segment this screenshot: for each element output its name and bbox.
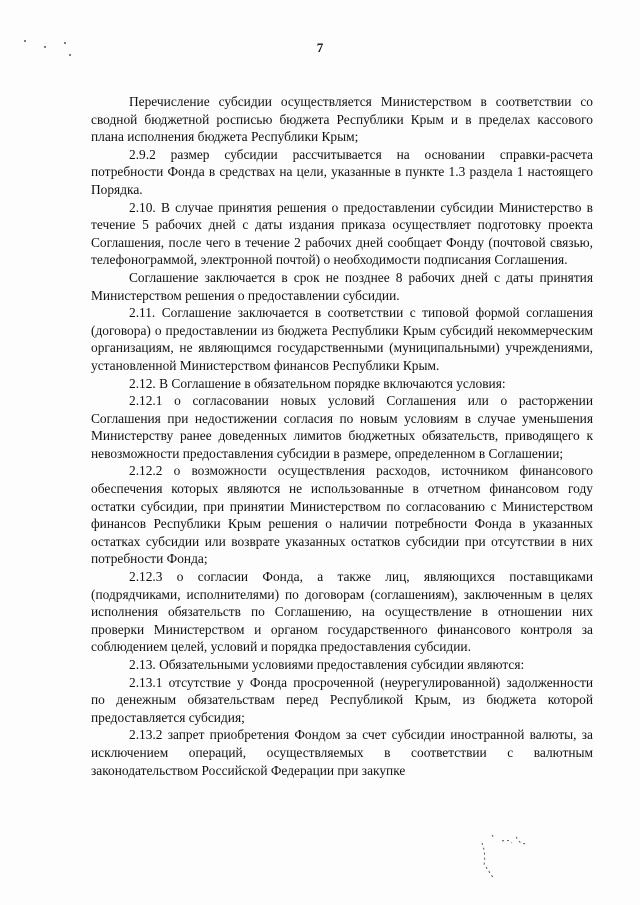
document-body: [91, 93, 593, 779]
paragraph: Соглашение заключается в срок не позднее 8 рабочих дней с даты принятия Министерством решения о предоставлении субсидии.: [91, 269, 593, 303]
paragraph: 2.12. В Соглашение в обязательном порядке включаются условия:: [129, 375, 506, 391]
paragraph: 2.9.2 размер субсидии рассчитывается на основании справки-расчета потребности Фонда в средствах на цели, указанные в пункте 1.3 раздела 1 настоящего Порядка.: [91, 146, 593, 197]
paragraph: 2.12.2 о возможности осуществления расходов, источником финансового обеспечения которых являются не использованные в отчетном финансовом году остатки субсидии, при принятии Министерством по согласованию с Министерством финансов Республики Крым решения о наличии потребности Фонда в указанных остатках субсидии или возврате указанных остатков субсидии при отсутствии в них потребности Фонда;: [91, 463, 593, 567]
paragraph: 2.10. В случае принятия решения о предоставлении субсидии Министерство в течение 5 рабочих дней с даты издания приказа осуществляет подготовку проекта Соглашения, после чего в течение 2 рабочих дней сообщает Фонду (почтовой связью, телефонограммой, электронной почтой) о необходимости подписания Соглашения.: [91, 199, 593, 268]
paragraph: Перечисление субсидии осуществляется Министерством в соответствии со сводной бюджетной росписью бюджета Республики Крым и в пределах кассового плана исполнения бюджета Республики Крым;: [91, 94, 593, 145]
paragraph: 2.13. Обязательными условиями предоставления субсидии являются:: [129, 657, 525, 672]
paragraph: 2.13.2 запрет приобретения Фондом за счет субсидии иностранной валюты, за исключением операций, осуществляемых в соответствии с валютным законодательством Российской Федерации при закупке: [91, 727, 593, 778]
paragraph: 2.11. Соглашение заключается в соответствии с типовой формой соглашения (договора) о предоставлении из бюджета Республики Крым субсидий некоммерческим организациям, не являющимся государственными (муниципальными) учреждениями, установленной Министерством финансов Республики Крым.: [91, 305, 593, 373]
paragraph: 2.12.1 о согласовании новых условий Соглашения или о расторжении Соглашения при недостижении согласия по новым условиям в случае уменьшения Министерству ранее доведенных лимитов бюджетных обязательств, приводящего к невозможности предоставления субсидии в размере, определенном в Соглашении;: [91, 393, 593, 461]
handwritten-mark: [472, 823, 552, 883]
page-number: 7: [316, 40, 324, 55]
paragraph: 2.13.1 отсутствие у Фонда просроченной (неурегулированной) задолженности по денежным обязательствам перед Республикой Крым, из бюджета которой предоставляется субсидия;: [91, 674, 593, 725]
paragraph: 2.12.3 о согласии Фонда, а также лиц, являющихся поставщиками (подрядчиками, исполнителями) по договорам (соглашениям), заключенным в целях исполнения обязательств по Соглашению, на осуществление в отношении них проверки Министерством и органом государственного финансового контроля за соблюдением целей, условий и порядка предоставления субсидии.: [91, 569, 593, 655]
